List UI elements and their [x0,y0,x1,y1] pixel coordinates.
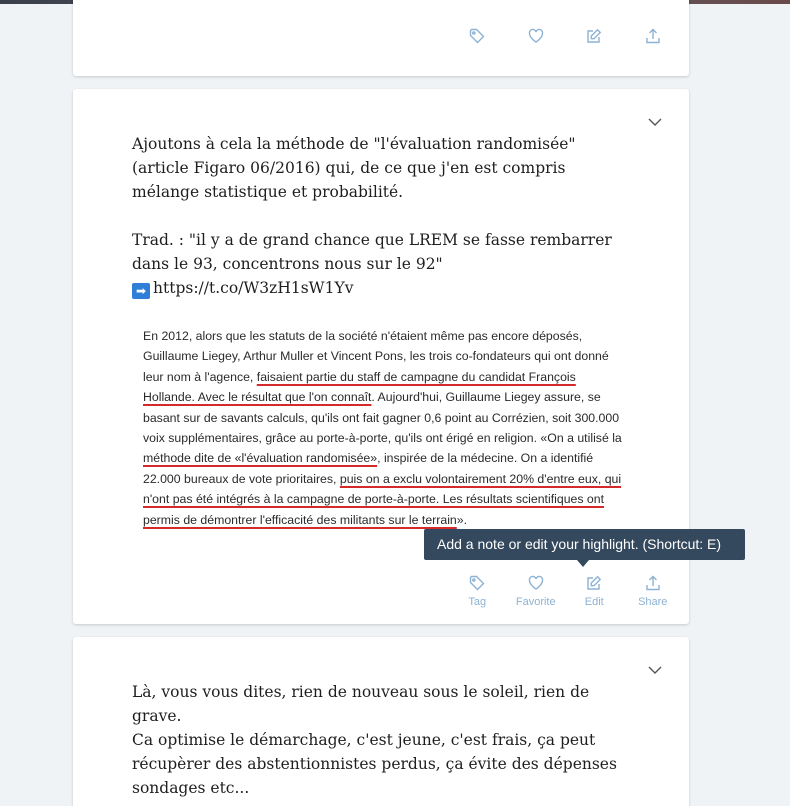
share-label: Share [638,596,668,608]
edit-button[interactable] [565,28,624,44]
favorite-button[interactable] [507,28,566,44]
note-body: Ajoutons à cela la méthode de "l'évaluation randomisée" (article Figaro 06/2016) qui, de ce que j'en est compris mélange statistique et probabilité. Trad. : "il y a de grand chance que LREM se fasse rembarrer dans le 93, concentrons nous sur le 92" [132,135,612,273]
tag-button[interactable] [448,28,507,44]
favorite-label: Favorite [515,596,556,608]
highlight-clipping [143,326,623,530]
chevron-down-icon[interactable] [648,115,662,129]
highlight-card [73,637,689,806]
chevron-down-icon[interactable] [648,663,662,677]
clip-underline: faisaient partie du staff de campagne du candidat François Hollande. Avec le résultat que l'on connaît [143,369,576,405]
tag-icon [469,575,485,591]
clip-underline: méthode dite de «l'évaluation randomisée» [143,451,378,466]
edit-tooltip: Add a note or edit your highlight. (Shortcut: E) [424,529,745,560]
note-link[interactable]: https://t.co/W3zH1sW1Yv [153,279,354,297]
clip-text: ». [456,512,468,527]
edit-label: Edit [584,596,604,608]
note-text[interactable]: Là, vous vous dites, rien de nouveau sous le soleil, rien de grave. Ca optimise le démarchage, c'est jeune, c'est frais, ça peut récupèrer des abstentionnistes perdus, ça évite des dépenses sondages etc... [132,683,617,797]
clip-text: . Aujourd'hui, Guillaume Liegey assure, se basant sur de savants calculs, qu'ils ont fait gagner 0,6 point au Corrézien, soit 300.000 voix supplémentaires, grâce au porte-à-porte, qu'ils ont érigé en religion. «On a utilisé la [143,390,622,446]
share-icon [645,575,661,591]
heart-icon [528,575,544,591]
tag-label: Tag [468,596,487,608]
edit-button[interactable] [565,575,624,608]
clip-text: En 2012, alors que les statuts de la société n'étaient même pas encore déposés, Guillaume Liegey, Arthur Muller et Vincent Pons, les trois co-fondateurs qui ont donné leur nom à l'agence, [143,329,609,384]
clip-underline: puis on a exclu volontairement 20% d'entre eux, qui n'ont pas été intégrés à la campagne de porte-à-porte. Les résultats scientifiques ont permis de démontrer l'efficacité des militants sur le terrain [143,471,622,527]
heart-icon [528,28,544,44]
tooltip-arrow [577,560,589,567]
share-icon [645,28,661,44]
arrow-right-icon: ➡ [132,283,150,299]
note-text[interactable] [132,132,632,300]
highlight-card [73,0,689,76]
clip-text: , inspirée de la médecine. On a identifié 22.000 bureaux de vote prioritaires, [143,451,594,486]
tag-button[interactable] [448,575,507,608]
card-actions [448,28,682,44]
edit-icon [586,575,602,591]
tag-icon [469,28,485,44]
share-button[interactable] [624,28,683,44]
favorite-button[interactable] [507,575,566,608]
card-actions [448,575,682,608]
edit-icon [586,28,602,44]
share-button[interactable] [624,575,683,608]
